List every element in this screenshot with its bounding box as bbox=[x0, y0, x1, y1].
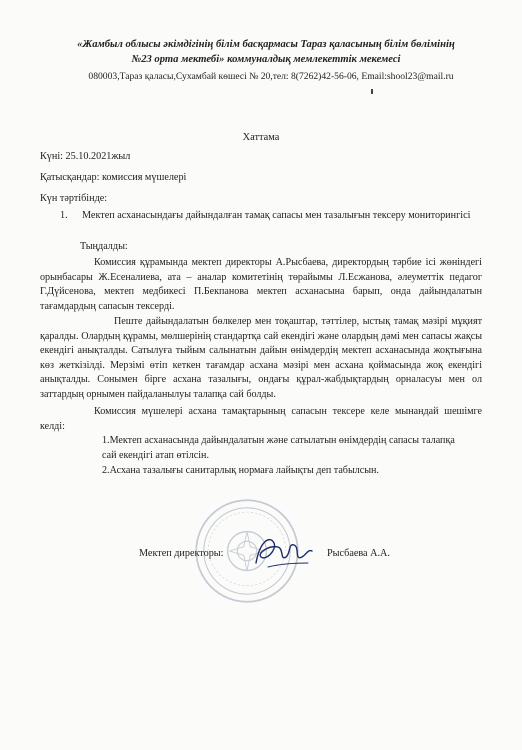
paragraph-conclusion: Комиссия мүшелері асхана тамақтарының сапасын тексере келе мынандай шешімге келді: bbox=[40, 406, 482, 432]
paragraph-findings: Пеште дайындалатын бөлкелер мен тоқаштар, тәттілер, ыстық тамақ мәзірі мұқият қаралды. Олардың құрамы, мөлшерінің стандартқа сай екендігі және олардың дәмі мен сапасы жақсы екендігі анықталды. Сатылуға тыйым салынатын дайын өнімдердің мектеп асханасында жоқтығына көз жеткізілді. Мерзімі өтіп кеткен тағамдар асхана мәзірі мен асхана қоймасында жоқ екендігі анықталды. Сонымен бірге асхана тазалығы, ондағы құрал-жабдықтардың орналасуы мен ол заттардың орнымен пайдаланылуы талапқа сай болды. bbox=[40, 316, 482, 400]
paragraph-commission: Комиссия құрамында мектеп директоры А.Рысбаева, директордың тәрбие ісі жөніндегі орынбасары Ж.Есеналиева, ата – аналар комитетінің төрайымы Л.Есжанова, әлеуметтік педагог Г.Дүйсенова, мектеп медбикесі П.Бекпанова мектеп асханасына барып, онда дайындалатын тағамдардың сапасын тексерді. bbox=[40, 257, 482, 312]
agenda-item-number: 1. bbox=[60, 210, 68, 221]
signatory-name: Рысбаева А.А. bbox=[327, 548, 390, 559]
agenda-item bbox=[60, 210, 470, 221]
scan-mark bbox=[371, 89, 373, 94]
participants-line: Қатысқандар: комиссия мүшелері bbox=[40, 172, 187, 183]
agenda-heading: Күн тәртібінде: bbox=[40, 193, 108, 204]
heard-heading: Тыңдалды: bbox=[80, 241, 128, 252]
header-organization-line1: «Жамбыл облысы әкімдігінің білім басқармасы Тараз қаласының білім бөлімінің bbox=[77, 39, 455, 50]
header-organization-line2: №23 орта мектебі» коммуналдық мемлекеттік мекемесі bbox=[131, 54, 401, 65]
date-line: Күні: 25.10.2021жыл bbox=[40, 151, 131, 162]
header-address: 080003,Тараз қаласы,Сухамбай көшесі № 20,тел: 8(7262)42-56-06, Email:shool23@mail.ru bbox=[88, 71, 454, 82]
document-title: Хаттама bbox=[242, 132, 280, 143]
agenda-item-text: Мектеп асханасындағы дайындалған тамақ сапасы мен тазалығын тексеру мониторингісі bbox=[82, 210, 471, 221]
decision-item-2: 2.Асхана тазалығы санитарлық нормаға лайықты деп табылсын. bbox=[102, 465, 379, 476]
signature-label: Мектеп директоры: bbox=[139, 548, 224, 559]
handwritten-signature-icon bbox=[250, 527, 315, 575]
decision-item-1: 1.Мектеп асханасында дайындалатын және сатылатын өнімдердің сапасы талапқа сай екендігі атап өтілсін. bbox=[102, 435, 455, 461]
